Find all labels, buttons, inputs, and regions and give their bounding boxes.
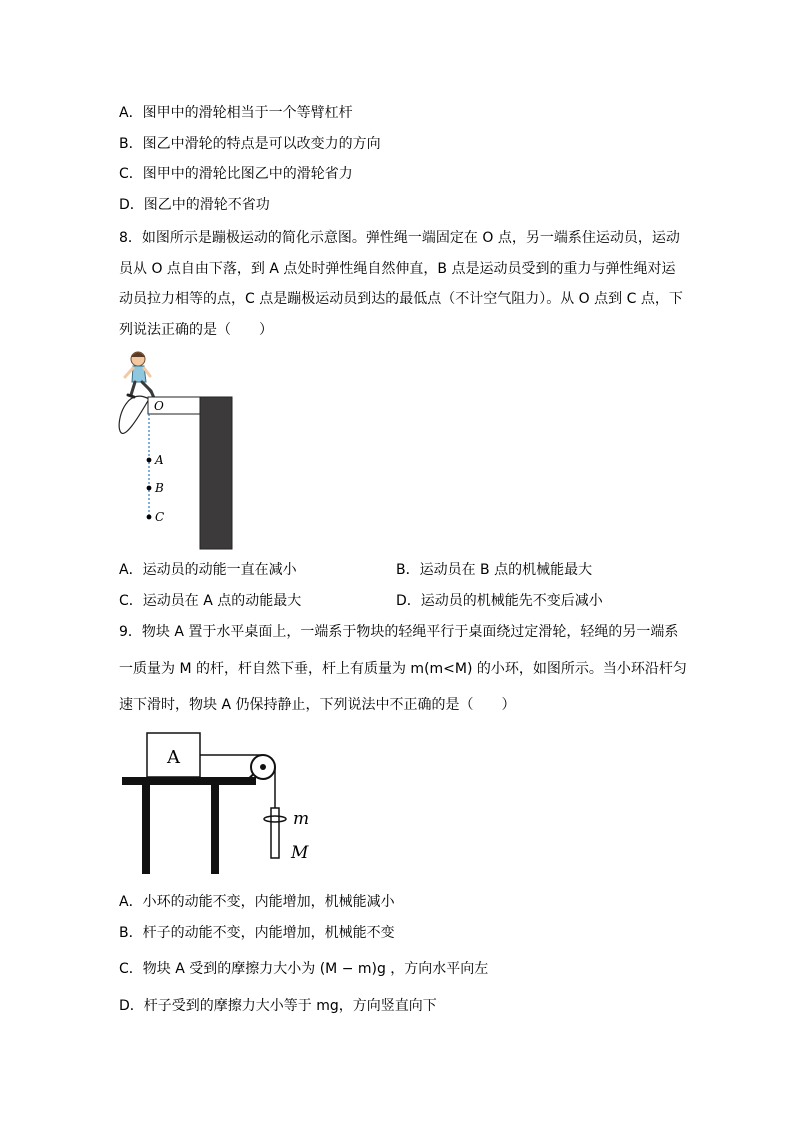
pulley-axle bbox=[260, 764, 266, 770]
label-b: B bbox=[155, 481, 164, 495]
q9-option-d: D．杆子受到的摩擦力大小等于 mg，方向竖直向下 bbox=[119, 998, 437, 1014]
q7-option-a: A．图甲中的滑轮相当于一个等臂杠杆 bbox=[119, 105, 353, 121]
q9-stem-line-2: 一质量为 M 的杆，杆自然下垂，杆上有质量为 m(m<M) 的小环，如图所示。当小环沿杆匀 bbox=[119, 661, 687, 677]
q8-option-b: B．运动员在 B 点的机械能最大 bbox=[396, 562, 593, 578]
q8-stem-line-4: 列说法正确的是（ ） bbox=[119, 322, 273, 338]
jumper-illustration bbox=[125, 352, 158, 399]
q9-stem-line-1: 9．物块 A 置于水平桌面上，一端系于物块的轻绳平行于桌面绕过定滑轮，轻绳的另一端系 bbox=[119, 624, 679, 640]
table-top bbox=[122, 777, 256, 785]
q8-stem-line-3: 动员拉力相等的点，C 点是蹦极运动员到达的最低点（不计空气阻力）。从 O 点到 C 点，下 bbox=[119, 291, 683, 307]
q8-stem-line-1: 8．如图所示是蹦极运动的简化示意图。弹性绳一端固定在 O 点，另一端系住运动员，运动 bbox=[119, 230, 680, 246]
q8-option-a: A．运动员的动能一直在减小 bbox=[119, 562, 297, 578]
q7-option-c: C．图甲中的滑轮比图乙中的滑轮省力 bbox=[119, 166, 353, 182]
q7-option-b: B．图乙中滑轮的特点是可以改变力的方向 bbox=[119, 136, 381, 152]
label-m: m bbox=[293, 809, 310, 829]
label-c: C bbox=[155, 510, 165, 524]
q9-option-c: C．物块 A 受到的摩擦力大小为 (M − m)g ，方向水平向左 bbox=[119, 961, 489, 977]
pulley-table-figure bbox=[118, 726, 328, 878]
q9-stem-line-3: 速下滑时，物块 A 仍保持静止，下列说法中不正确的是（ ） bbox=[119, 697, 516, 713]
label-a: A bbox=[155, 453, 164, 467]
label-big-m: M bbox=[291, 843, 309, 863]
q8-stem-line-2: 员从 O 点自由下落，到 A 点处时弹性绳自然伸直，B 点是运动员受到的重力与弹性绳对运 bbox=[119, 261, 676, 277]
point-a-dot bbox=[147, 458, 152, 463]
point-b-dot bbox=[147, 486, 152, 491]
point-c-dot bbox=[147, 515, 152, 520]
table-leg-left bbox=[142, 785, 150, 874]
bungee-cord-loop bbox=[119, 396, 149, 433]
tower bbox=[200, 397, 232, 549]
q8-option-d: D．运动员的机械能先不变后减小 bbox=[396, 593, 603, 609]
q9-option-a: A．小环的动能不变，内能增加，机械能减小 bbox=[119, 894, 395, 910]
label-o: O bbox=[154, 399, 164, 413]
q7-option-d: D．图乙中的滑轮不省功 bbox=[119, 197, 270, 213]
bungee-figure bbox=[116, 346, 240, 554]
table-leg-right bbox=[211, 785, 219, 874]
block-a-label: A bbox=[167, 747, 180, 768]
q9-option-b: B．杆子的动能不变，内能增加，机械能不变 bbox=[119, 925, 395, 941]
q8-option-c: C．运动员在 A 点的动能最大 bbox=[119, 593, 302, 609]
